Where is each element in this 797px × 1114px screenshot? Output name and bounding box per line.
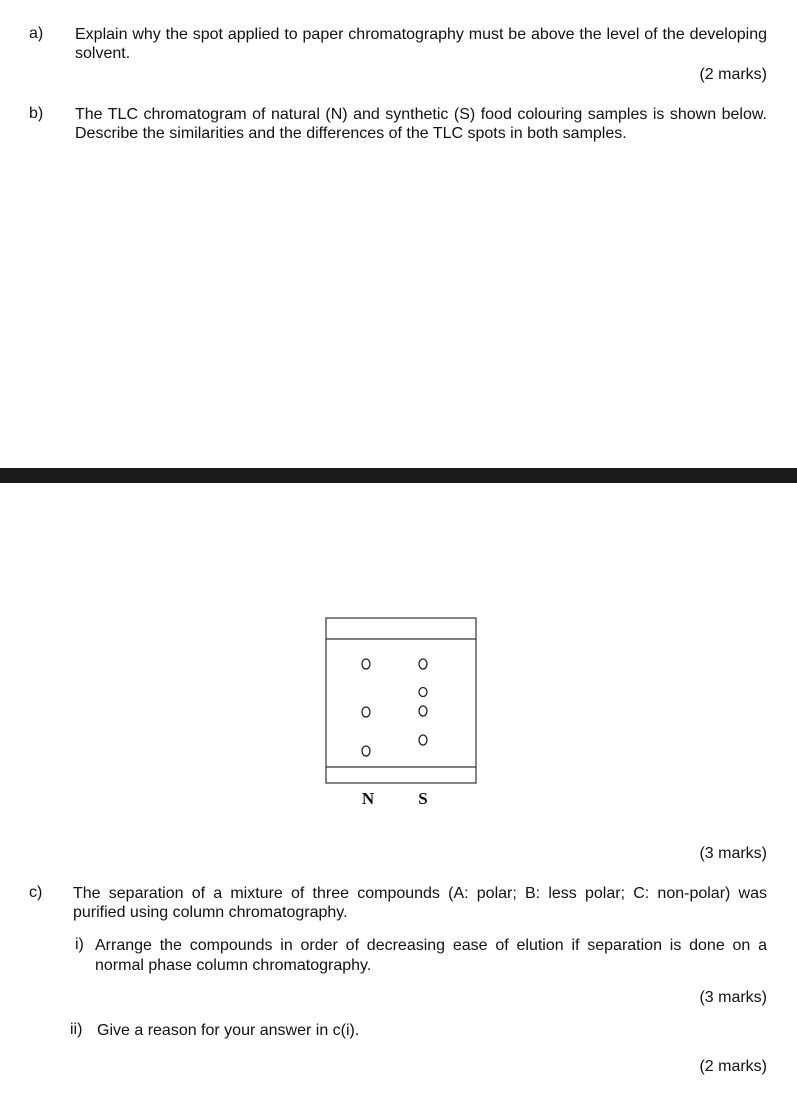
- question-c-ii-label: ii): [70, 1021, 83, 1038]
- question-a-text: Explain why the spot applied to paper chromatography must be above the level of the developing solvent.: [75, 26, 767, 62]
- question-b-text: The TLC chromatogram of natural (N) and synthetic (S) food colouring samples is shown below. Describe the similarities and the differences of the TLC spots in both samples.: [75, 106, 767, 142]
- tlc-spot-s-2: [419, 688, 427, 697]
- question-a-marks: (2 marks): [699, 66, 767, 83]
- lane-label-s: S: [418, 789, 428, 808]
- lane-label-n: N: [361, 789, 375, 808]
- tlc-spot-s-3: [419, 706, 427, 716]
- question-c-text: The separation of a mixture of three compounds (A: polar; B: less polar; C: non-polar) was purified using column chromatography.: [73, 885, 767, 921]
- question-b-marks: (3 marks): [699, 845, 767, 862]
- question-c-i-text: Arrange the compounds in order of decreasing ease of elution if separation is done on a normal phase column chromatography.: [95, 937, 767, 974]
- tlc-spot-n-2: [362, 707, 370, 717]
- question-c-label: c): [29, 884, 43, 901]
- tlc-spot-n-1: [362, 659, 370, 669]
- question-a-label: a): [29, 25, 44, 42]
- question-c-ii-text: Give a reason for your answer in c(i).: [97, 1022, 360, 1039]
- question-c-ii-marks: (2 marks): [699, 1058, 767, 1075]
- question-c-i-marks: (3 marks): [699, 989, 767, 1006]
- question-b-label: b): [29, 105, 44, 122]
- tlc-plate-outline: [326, 618, 476, 783]
- question-c-i-label: i): [75, 936, 84, 953]
- tlc-spot-n-3: [362, 746, 370, 756]
- tlc-spot-s-1: [419, 659, 427, 669]
- tlc-spot-s-4: [419, 735, 427, 745]
